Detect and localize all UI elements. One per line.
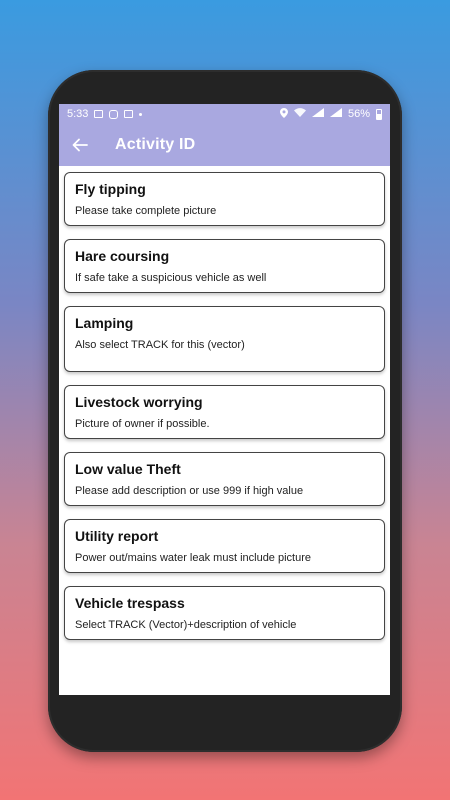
list-item-low-value-theft[interactable] xyxy=(64,452,385,506)
list-item-lamping[interactable] xyxy=(64,306,385,372)
item-description: If safe take a suspicious vehicle as well xyxy=(75,272,267,284)
battery-icon xyxy=(376,109,382,120)
item-description: Power out/mains water leak must include picture xyxy=(75,552,311,564)
item-description: Also select TRACK for this (vector) xyxy=(75,339,245,351)
more-notifications-icon xyxy=(139,113,142,116)
status-time: 5:33 xyxy=(67,108,89,120)
item-description: Please take complete picture xyxy=(75,205,217,217)
list-item-vehicle-trespass[interactable] xyxy=(64,586,385,640)
instagram-icon xyxy=(109,110,118,119)
list-item-livestock-worrying[interactable] xyxy=(64,385,385,439)
status-bar xyxy=(59,104,390,124)
item-title: Hare coursing xyxy=(75,248,170,264)
item-description: Picture of owner if possible. xyxy=(75,418,210,430)
arrow-left-icon[interactable] xyxy=(69,134,91,156)
location-icon xyxy=(280,108,288,121)
wifi-icon xyxy=(294,108,306,120)
item-title: Livestock worrying xyxy=(75,394,203,410)
item-description: Select TRACK (Vector)+description of vehicle xyxy=(75,619,297,631)
signal-icon-2 xyxy=(330,108,342,120)
page-title: Activity ID xyxy=(115,136,196,153)
item-title: Vehicle trespass xyxy=(75,595,185,611)
item-title: Low value Theft xyxy=(75,461,181,477)
item-title: Lamping xyxy=(75,315,134,331)
app-bar xyxy=(59,124,390,166)
battery-percent: 56% xyxy=(347,108,370,120)
list-item-fly-tipping[interactable] xyxy=(64,172,385,226)
item-description: Please add description or use 999 if high value xyxy=(75,485,304,497)
phone-screen xyxy=(59,104,390,695)
list-item-hare-coursing[interactable] xyxy=(64,239,385,293)
list-item-utility-report[interactable] xyxy=(64,519,385,573)
item-title: Fly tipping xyxy=(75,181,146,197)
notification-app-icon xyxy=(124,110,133,118)
gallery-icon xyxy=(94,110,103,118)
signal-icon xyxy=(312,108,324,120)
activity-list xyxy=(59,166,390,640)
item-title: Utility report xyxy=(75,528,159,544)
